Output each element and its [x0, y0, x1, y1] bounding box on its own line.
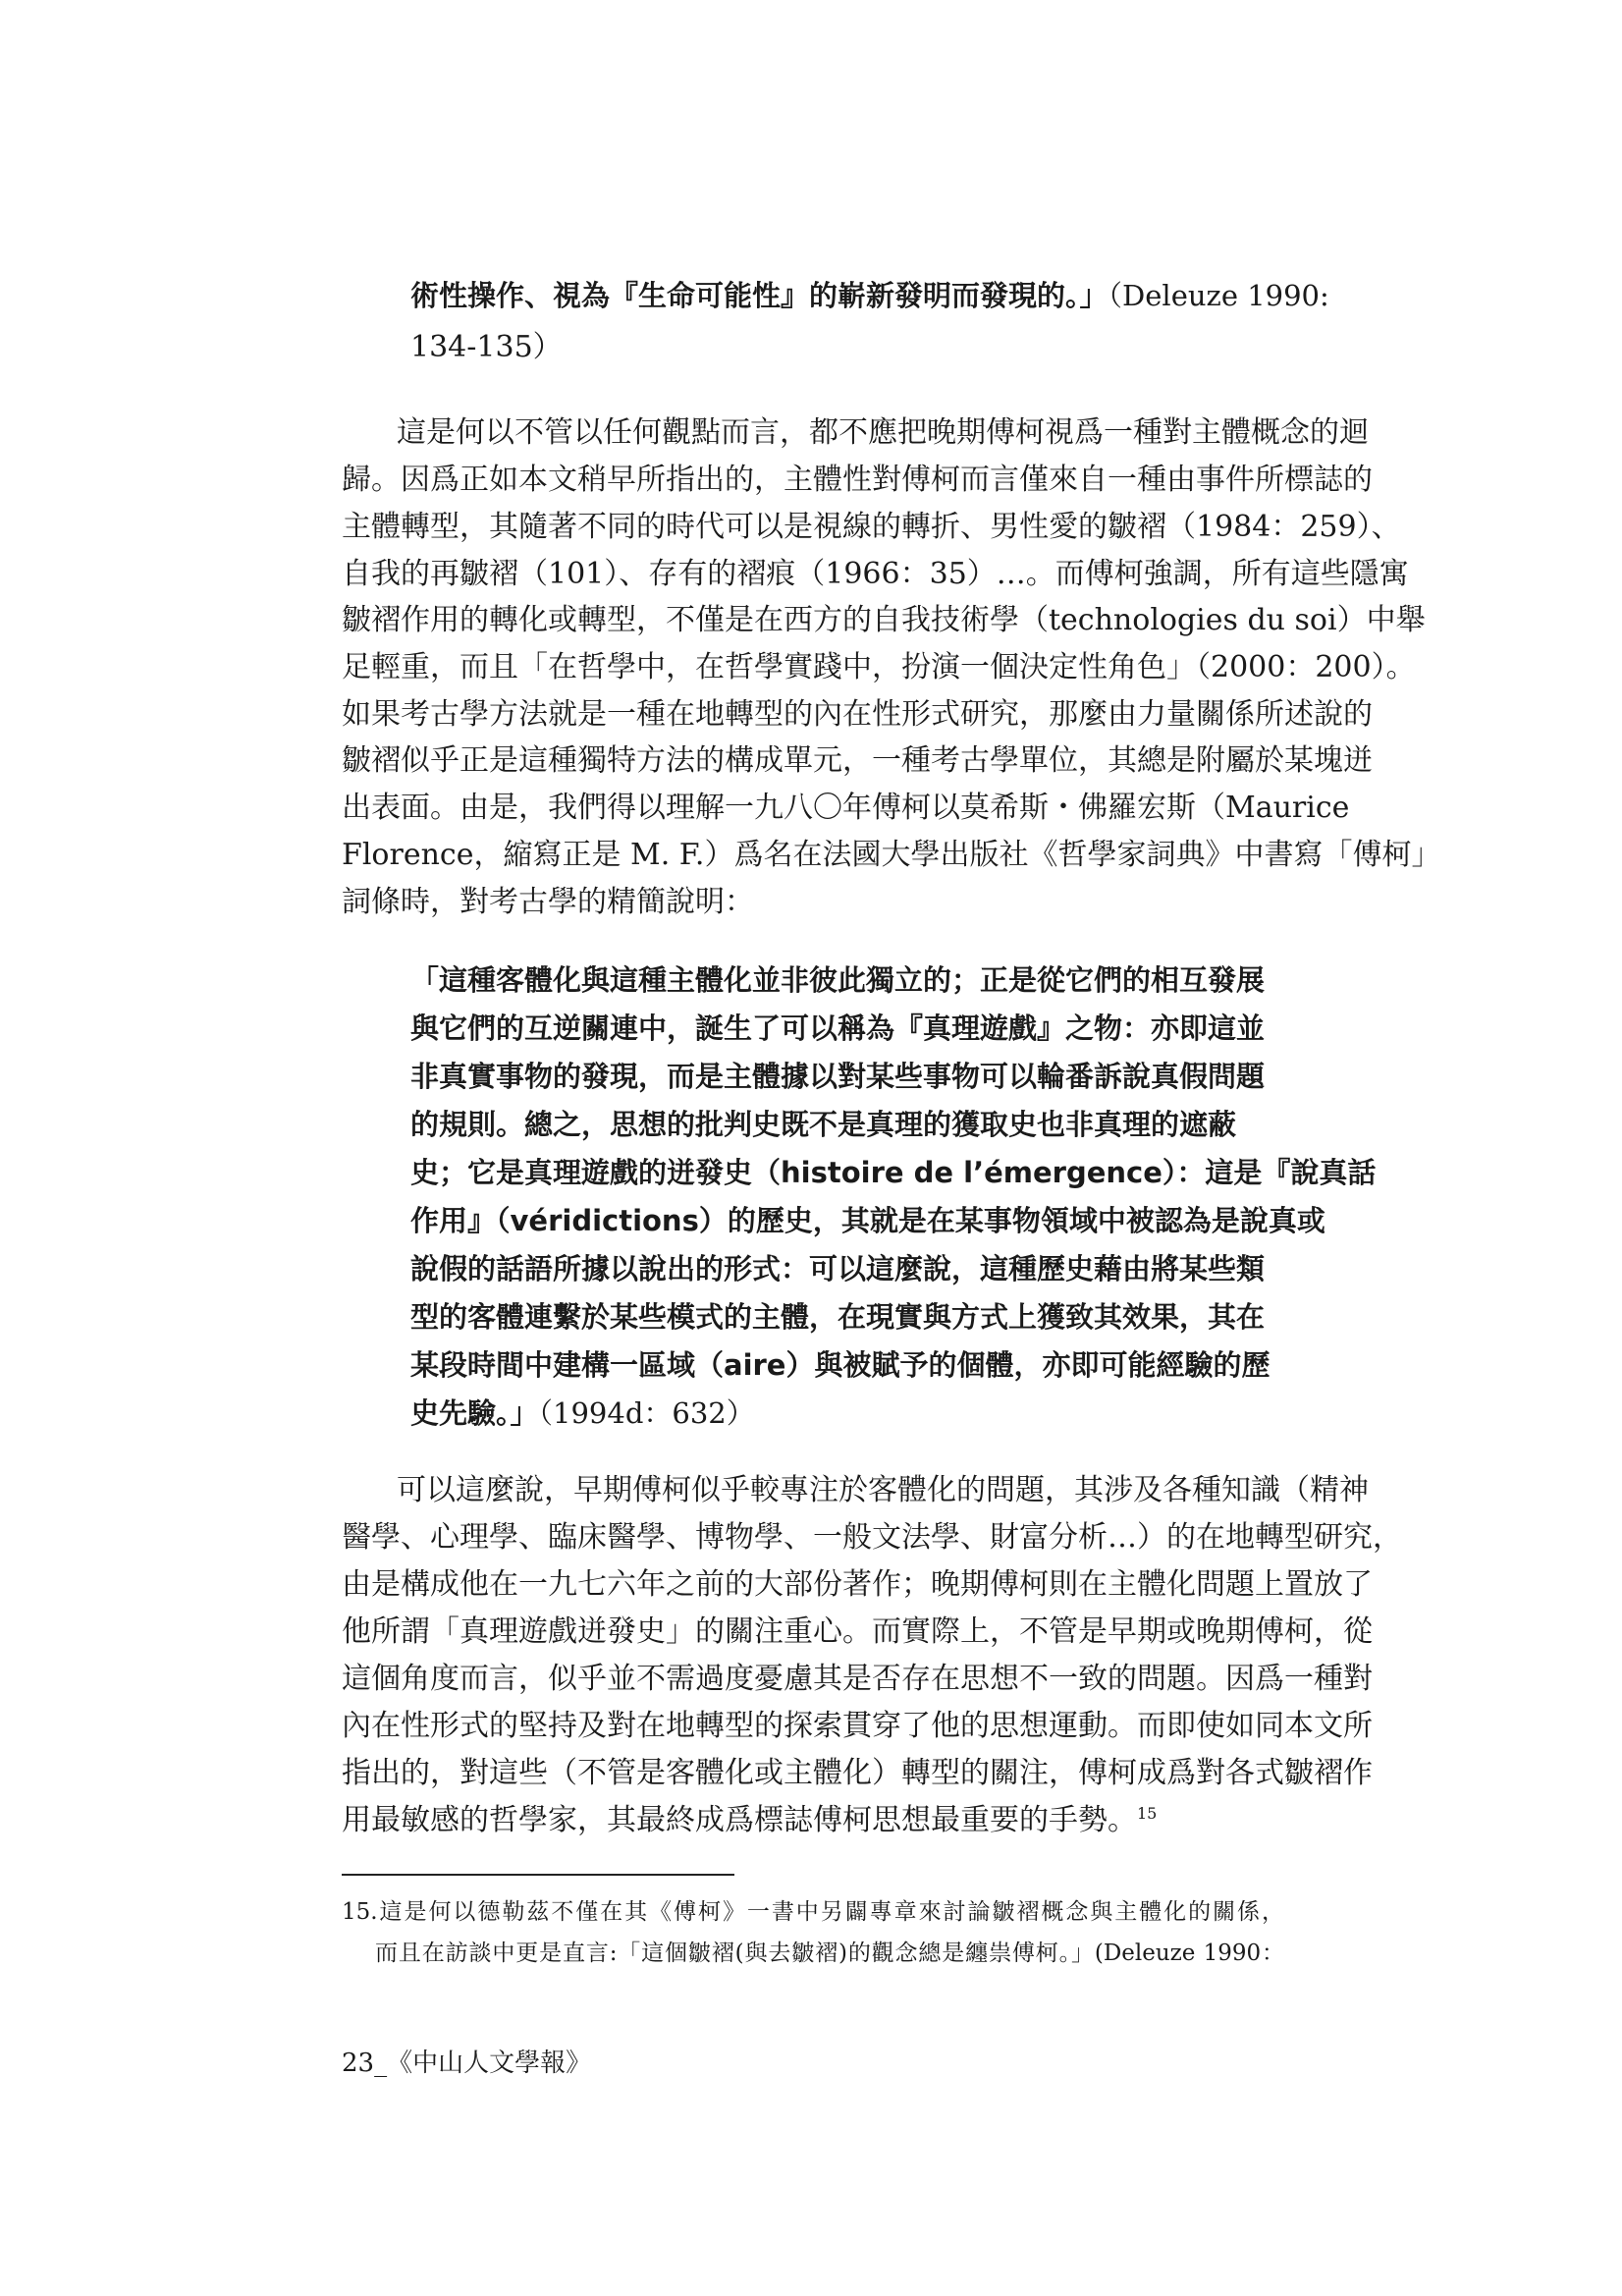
- quote-top-text: 術性操作、視為『生命可能性』的嶄新發明而發現的。」: [410, 279, 1108, 312]
- quote-mid-line-9: 某段時間中建構一區域（aire）與被賦予的個體，亦即可能經驗的歷: [410, 1348, 1271, 1382]
- quote-mid-line-8: 型的客體連繫於某些模式的主體，在現實與方式上獲致其效果，其在: [410, 1300, 1266, 1334]
- para2-last-text: 用最敏感的哲學家，其最終成爲標誌傅柯思想最重要的手勢。: [342, 1803, 1137, 1837]
- para1-line-11: 詞條時，對考古學的精簡說明：: [342, 885, 754, 919]
- footnote-line-1: 15.這是何以德勒茲不僅在其《傅柯》一書中另闢專章來討論皺褶概念與主體化的關係，: [342, 1899, 1284, 1925]
- quote-top-line-2: 134-135）: [410, 330, 563, 364]
- footnote-divider: [342, 1874, 734, 1876]
- quote-mid-last-text: 史先驗。」: [410, 1396, 539, 1430]
- quote-top-citation: （Deleuze 1990:: [1108, 279, 1329, 312]
- quote-mid-line-7: 說假的話語所據以說出的形式：可以這麼說，這種歷史藉由將某些類: [410, 1252, 1266, 1285]
- quote-mid-citation: （1994d：632）: [538, 1396, 755, 1430]
- para1-line-4: 自我的再皺褶（101）、存有的褶痕（1966：35）…。而傅柯強調，所有這些隱寓: [342, 557, 1409, 591]
- footnote-line-2: 而且在訪談中更是直言:「這個皺褶(與去皺褶)的觀念總是纏祟傅柯。」(Deleuze 1990：: [375, 1941, 1284, 1966]
- page-footer: 23_《中山人文學報》: [342, 2049, 592, 2078]
- para2-line-4: 他所謂「真理遊戲迸發史」的關注重心。而實際上，不管是早期或晚期傅柯，從: [342, 1614, 1373, 1649]
- quote-mid-line-5: 史；它是真理遊戲的迸發史（histoire de l’émergence）：這是『說真話: [410, 1156, 1377, 1189]
- para1-line-7: 如果考古學方法就是一種在地轉型的內在性形式研究，那麼由力量關係所述說的: [342, 697, 1373, 732]
- para2-line-3: 由是構成他在一九七六年之前的大部份著作；晚期傅柯則在主體化問題上置放了: [342, 1567, 1373, 1602]
- quote-mid-line-3: 非真實事物的發現，而是主體據以對某些事物可以輪番訴說真假問題: [410, 1060, 1266, 1093]
- para1-line-3: 主體轉型，其隨著不同的時代可以是視線的轉折、男性愛的皺褶（1984：259）、: [342, 510, 1401, 544]
- para2-line-5: 這個角度而言，似乎並不需過度憂慮其是否存在思想不一致的問題。因爲一種對: [342, 1662, 1373, 1696]
- para2-line-7: 指出的，對這些（不管是客體化或主體化）轉型的關注，傅柯成爲對各式皺褶作: [342, 1756, 1373, 1790]
- quote-mid-line-6: 作用』（véridictions）的歷史，其就是在某事物領域中被認為是說真或: [410, 1204, 1325, 1237]
- para1-line-1: 這是何以不管以任何觀點而言，都不應把晚期傅柯視爲一種對主體概念的迴: [397, 415, 1369, 450]
- quote-mid-line-10: [410, 1395, 1230, 1431]
- quote-top-line-1: [410, 278, 1329, 313]
- para1-line-8: 皺褶似乎正是這種獨特方法的構成單元，一種考古學單位，其總是附屬於某塊迸: [342, 743, 1373, 778]
- para2-line-8: [342, 1803, 1294, 1838]
- para2-line-6: 內在性形式的堅持及對在地轉型的探索貫穿了他的思想運動。而即使如同本文所: [342, 1709, 1373, 1743]
- para1-line-5: 皺褶作用的轉化或轉型，不僅是在西方的自我技術學（technologies du soi）中舉: [342, 603, 1426, 637]
- footnote-reference: 15: [1137, 1804, 1158, 1823]
- para1-line-9: 出表面。由是，我們得以理解一九八〇年傅柯以莫希斯・佛羅宏斯（Maurice: [342, 791, 1350, 825]
- para2-line-2: 醫學、心理學、臨床醫學、博物學、一般文法學、財富分析…）的在地轉型研究，: [342, 1520, 1402, 1555]
- quote-mid-line-1: 「這種客體化與這種主體化並非彼此獨立的；正是從它們的相互發展: [410, 963, 1266, 997]
- quote-mid-line-2: 與它們的互逆關連中，誕生了可以稱為『真理遊戲』之物：亦即這並: [410, 1011, 1266, 1045]
- para1-line-10: Florence，縮寫正是 M. F.）爲名在法國大學出版社《哲學家詞典》中書寫「傅柯」: [342, 838, 1441, 872]
- quote-mid-line-4: 的規則。總之，思想的批判史既不是真理的獲取史也非真理的遮蔽: [410, 1108, 1237, 1141]
- para2-line-1: 可以這麼說，早期傅柯似乎較專注於客體化的問題，其涉及各種知識（精神: [397, 1473, 1369, 1507]
- para1-line-2: 歸。因爲正如本文稍早所指出的，主體性對傅柯而言僅來自一種由事件所標誌的: [342, 463, 1373, 497]
- para1-line-6: 足輕重，而且「在哲學中，在哲學實踐中，扮演一個決定性角色」（2000：200）。: [342, 650, 1416, 684]
